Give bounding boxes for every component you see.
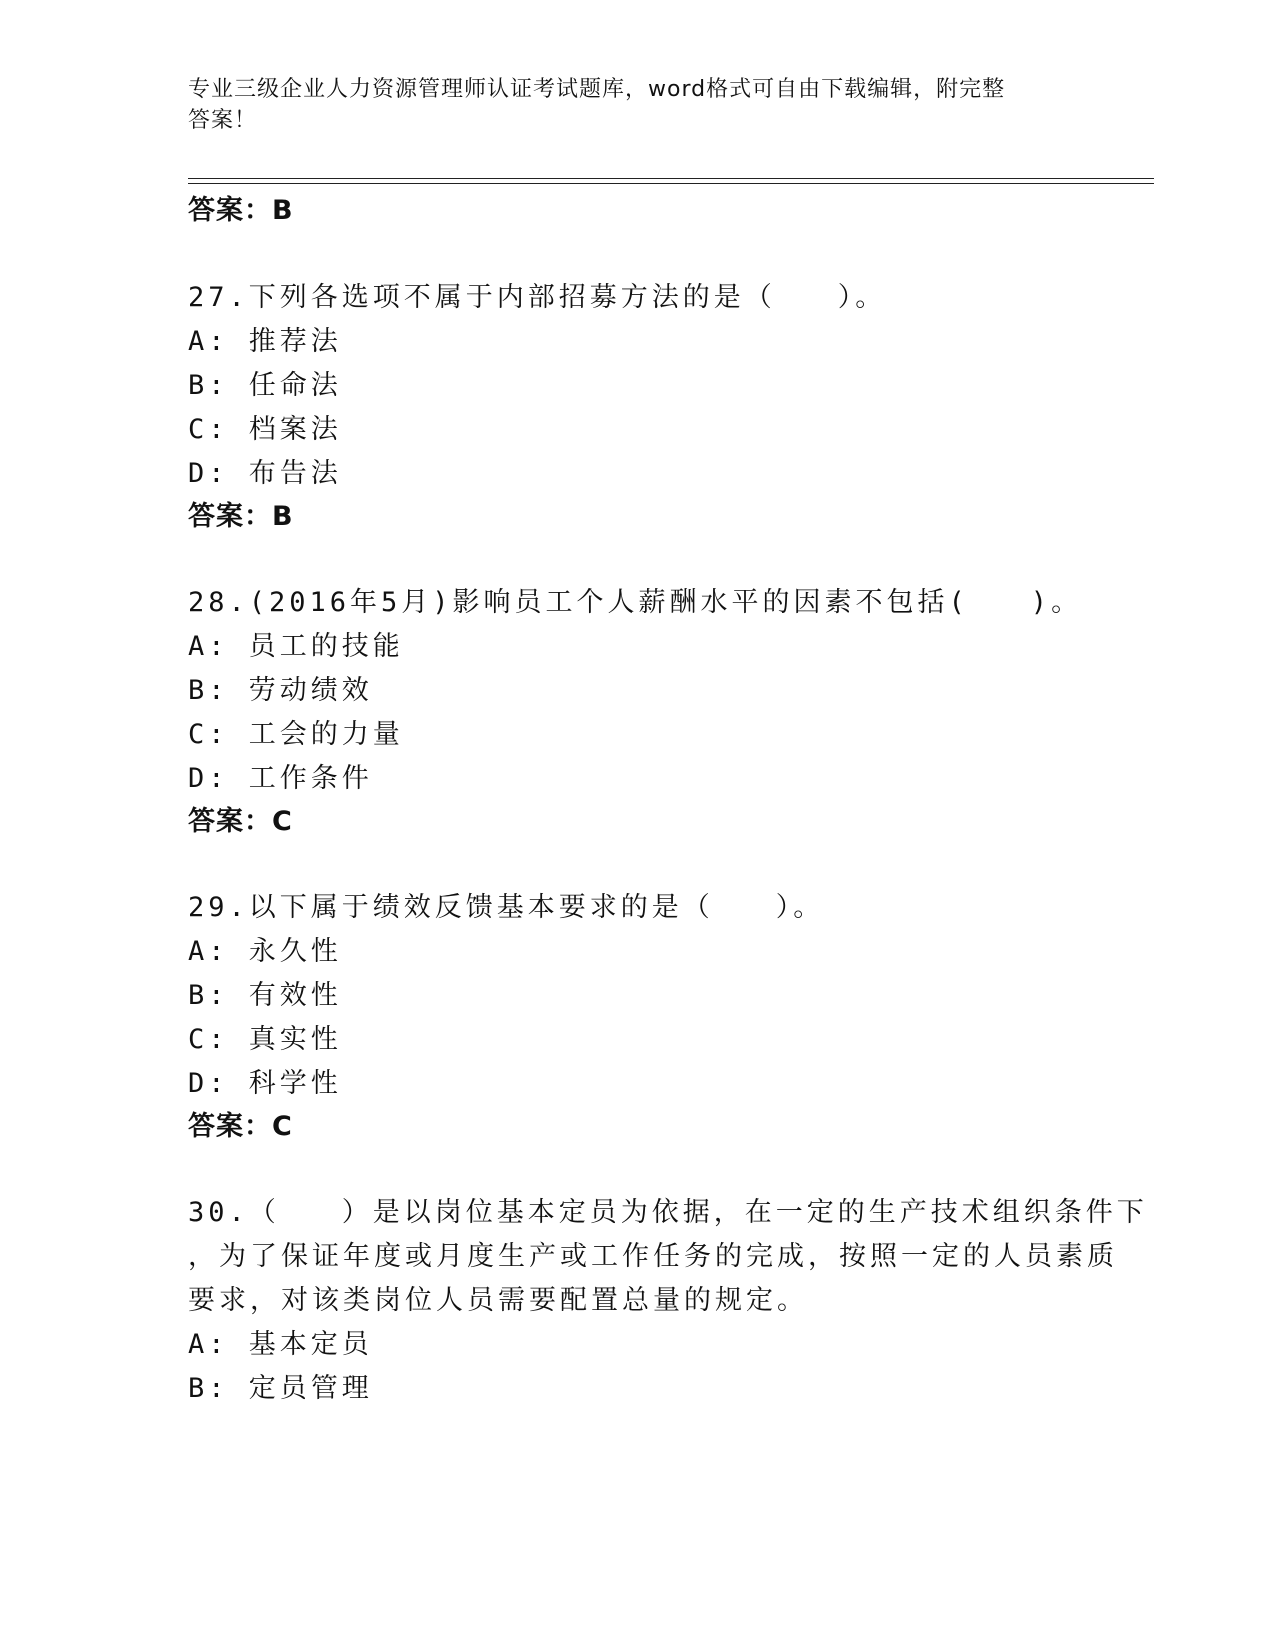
question-stem-line-2: ，为了保证年度或月度生产或工作任务的完成，按照一定的人员素质 xyxy=(188,1241,1118,1272)
header-line-1: 专业三级企业人力资源管理师认证考试题库，word格式可自由下载编辑，附完整 xyxy=(188,77,1006,102)
answer-label: 答案：B xyxy=(188,195,294,226)
question-stem-line-3: 要求，对该类岗位人员需要配置总量的规定。 xyxy=(188,1285,808,1316)
option-a: A: 永久性 xyxy=(188,936,342,967)
option-d: D: 布告法 xyxy=(188,458,342,489)
header-divider-top xyxy=(188,178,1154,179)
option-b: B: 定员管理 xyxy=(188,1373,373,1404)
answer-label: 答案：B xyxy=(188,501,294,532)
header-divider-bottom xyxy=(188,183,1154,184)
option-d: D: 科学性 xyxy=(188,1068,342,1099)
option-a: A: 员工的技能 xyxy=(188,631,404,662)
header-line-2: 答案！ xyxy=(188,108,258,133)
question-stem-line-1: 30.（ ）是以岗位基本定员为依据，在一定的生产技术组织条件下 xyxy=(188,1197,1148,1228)
question-stem: 27.下列各选项不属于内部招募方法的是（ ）。 xyxy=(188,282,887,313)
option-d: D: 工作条件 xyxy=(188,763,373,794)
option-a: A: 推荐法 xyxy=(188,326,342,357)
option-c: C: 真实性 xyxy=(188,1024,342,1055)
option-b: B: 任命法 xyxy=(188,370,342,401)
answer-label: 答案：C xyxy=(188,806,293,837)
option-b: B: 有效性 xyxy=(188,980,342,1011)
option-b: B: 劳动绩效 xyxy=(188,675,373,706)
option-a: A: 基本定员 xyxy=(188,1329,373,1360)
option-c: C: 档案法 xyxy=(188,414,342,445)
option-c: C: 工会的力量 xyxy=(188,719,404,750)
document-header xyxy=(188,74,1088,136)
answer-label: 答案：C xyxy=(188,1111,293,1142)
question-stem: 28.(2016年5月)影响员工个人薪酬水平的因素不包括( )。 xyxy=(188,587,1083,618)
question-stem: 29.以下属于绩效反馈基本要求的是（ ）。 xyxy=(188,892,825,923)
